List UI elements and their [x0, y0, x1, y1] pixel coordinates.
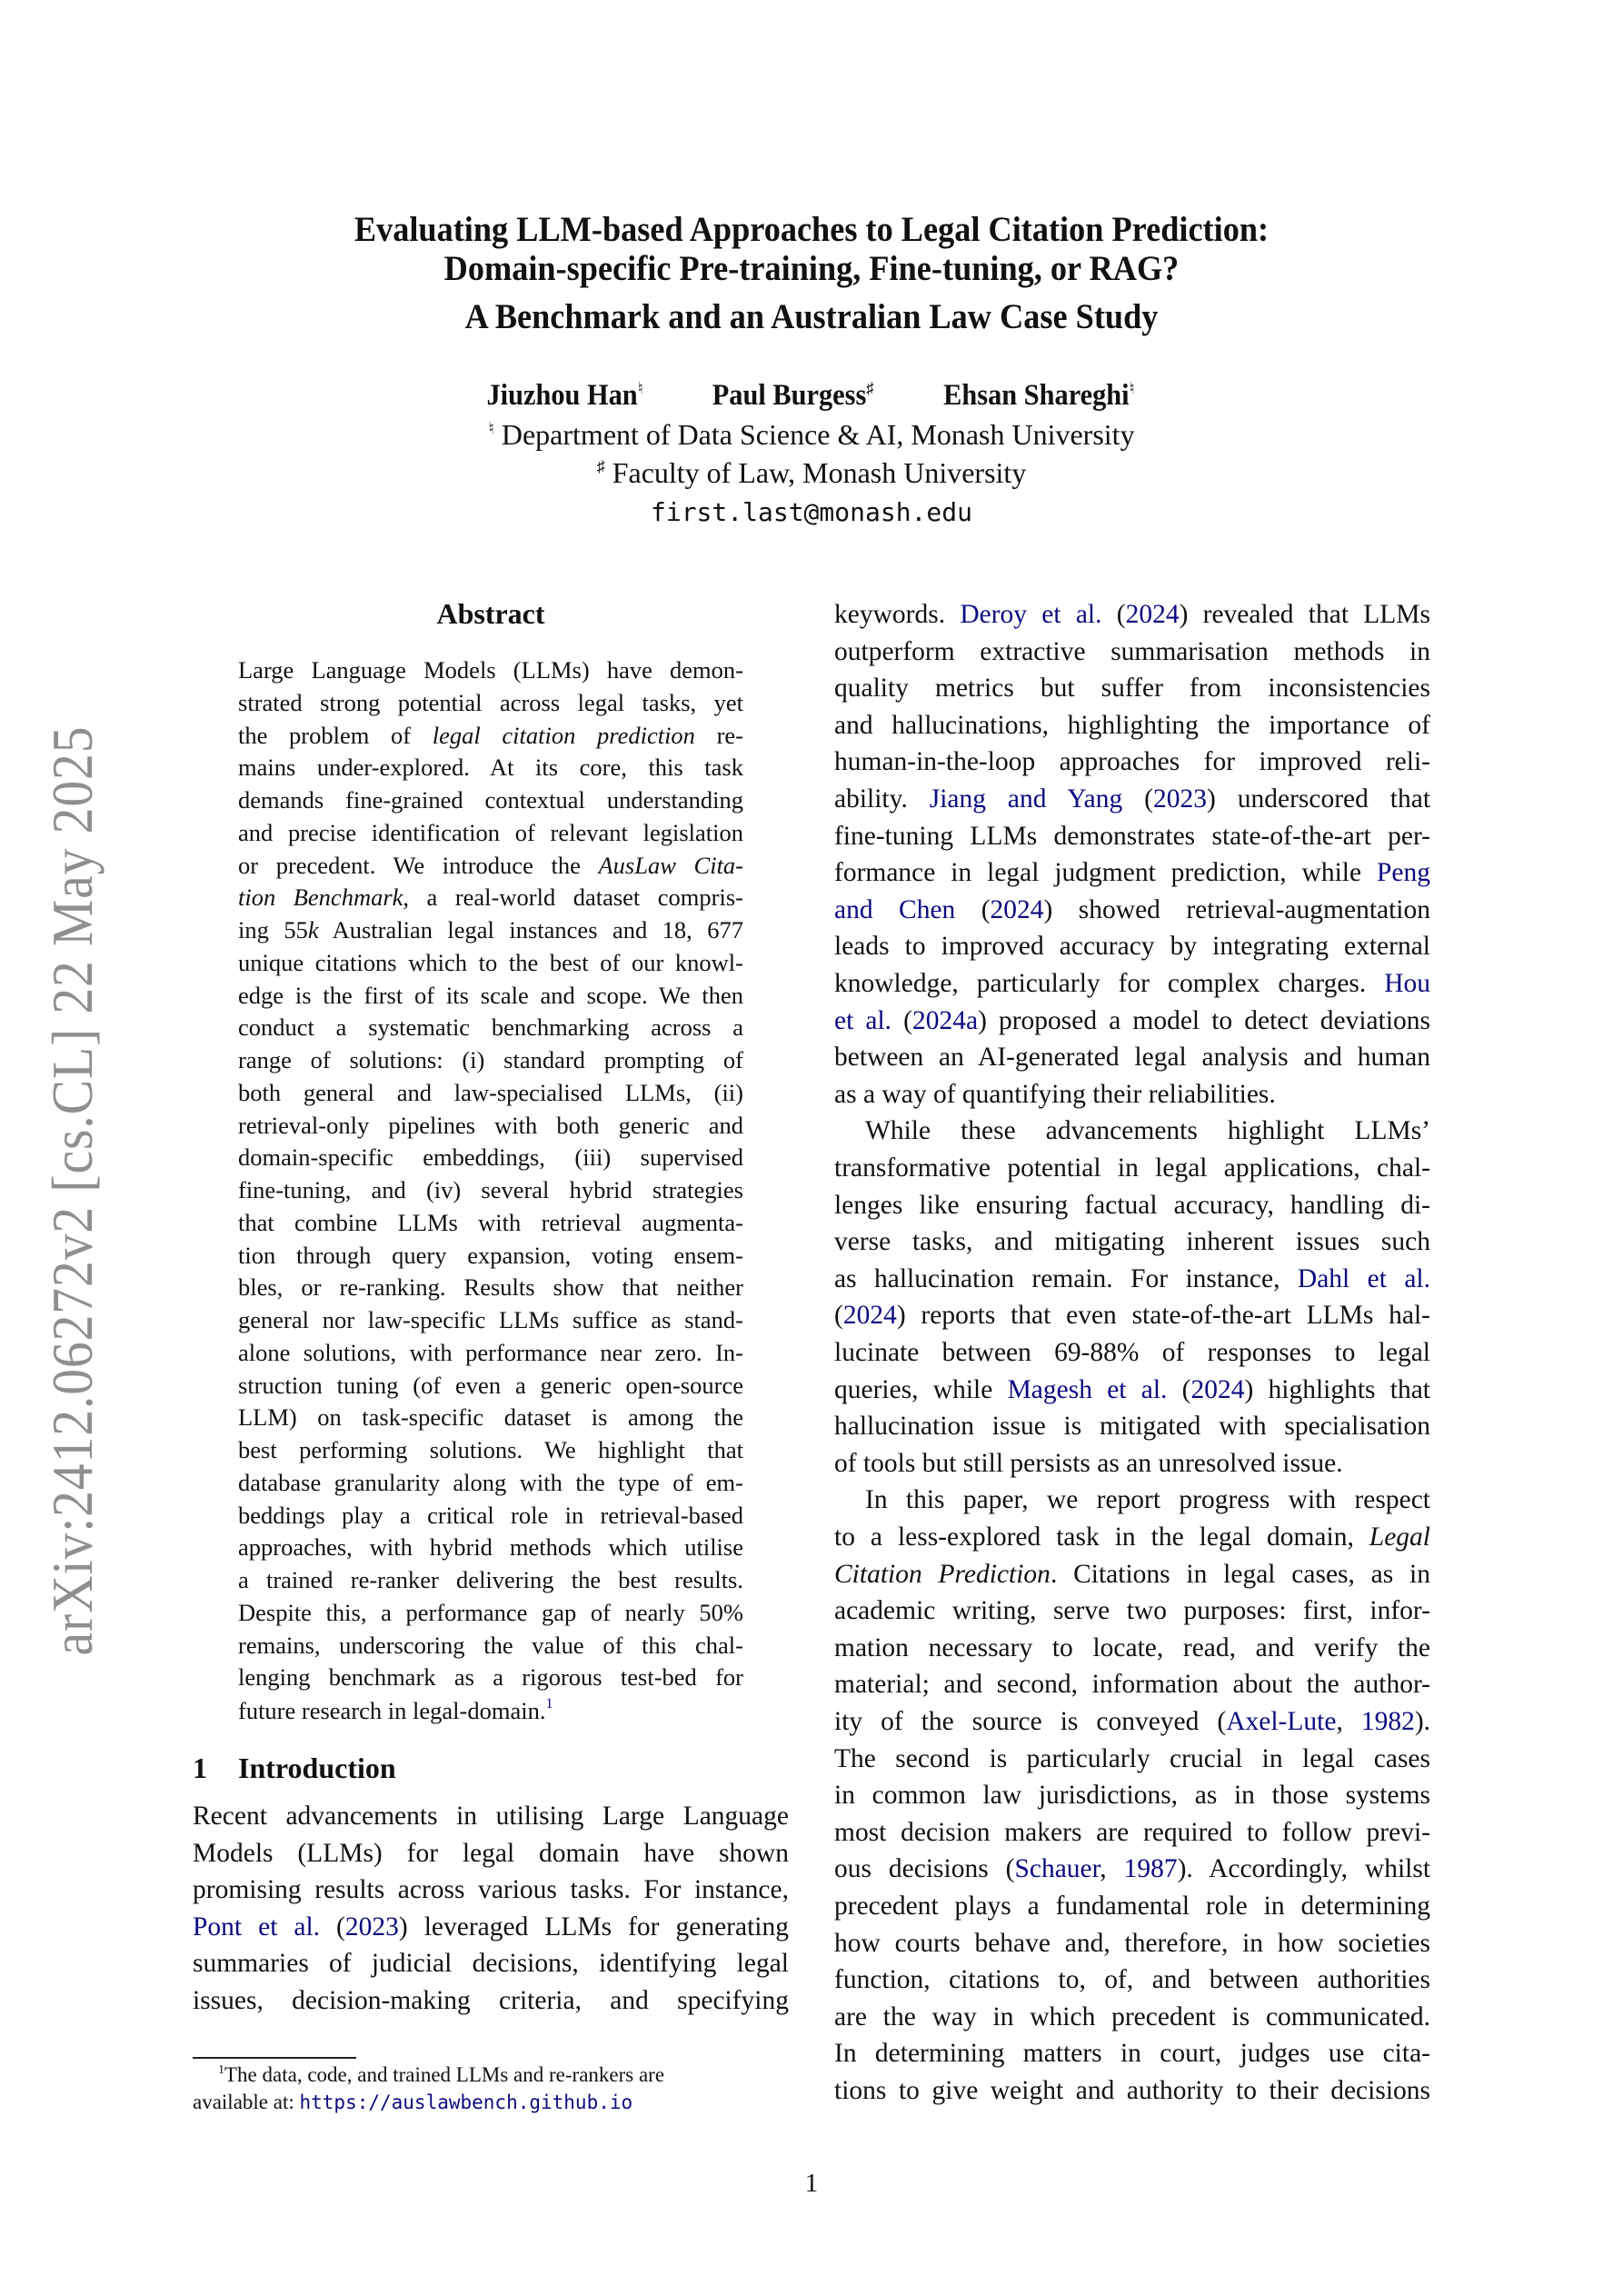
text-line [238, 1372, 743, 1400]
body-text: queries, while [834, 1374, 1008, 1404]
citation-link[interactable]: 2024a [911, 1005, 979, 1035]
text-line [834, 1264, 1430, 1294]
text-line [238, 689, 743, 717]
citation-link[interactable]: 1987 [1123, 1854, 1178, 1884]
body-text: of tools but still persists as an unresolved issue. [834, 1448, 1343, 1478]
citation-link[interactable]: 2024 [990, 894, 1044, 924]
body-text: material; and second, information about the author- [834, 1670, 1430, 1700]
body-text: ( [1167, 1374, 1191, 1404]
citation-link[interactable]: et al. [834, 1005, 892, 1035]
body-text: that combine LLMs with retrieval augmenta- [238, 1208, 743, 1236]
text-line [834, 1633, 1430, 1663]
body-text: fine-tuning, and (iv) several hybrid strategies [238, 1176, 743, 1203]
body-text: summaries of judicial decisions, identifying legal [193, 1949, 789, 1979]
body-text: Models (LLMs) for legal domain have shown [193, 1838, 789, 1868]
body-text: LLM) on task-specific dataset is among the [238, 1403, 743, 1432]
body-text: approaches, with hybrid methods which utilise [238, 1533, 743, 1562]
footnote-reference-link[interactable]: 1 [545, 1696, 553, 1712]
text-line [834, 1929, 1430, 1959]
author-name: Ehsan Shareghi [943, 379, 1130, 412]
text-line [238, 916, 743, 944]
body-text: to a less-explored task in the legal domain, [834, 1522, 1369, 1552]
body-text: general nor law-specific LLMs suffice as stand- [238, 1306, 743, 1333]
text-line [834, 1338, 1430, 1368]
body-text: ) leveraged LLMs for generating [398, 1912, 789, 1942]
citation-link[interactable]: 2023 [344, 1912, 399, 1942]
text-line [834, 1744, 1430, 1774]
body-text: ) underscored that [1207, 784, 1431, 814]
body-text: transformative potential in legal applications, chal- [834, 1153, 1430, 1183]
body-text: strated strong potential across legal tasks, yet [238, 688, 743, 716]
citation-link[interactable]: Axel-Lute [1226, 1707, 1337, 1736]
text-line [834, 1227, 1430, 1257]
text-line [238, 754, 743, 782]
body-text: ( [891, 1005, 912, 1035]
text-line [834, 1485, 1430, 1515]
body-text: range of solutions: (i) standard prompting of [238, 1046, 743, 1073]
body-text: in common law jurisdictions, as in those systems [834, 1781, 1430, 1811]
body-text: promising results across various tasks. For instance, [193, 1875, 789, 1905]
body-text: fine-tuning LLMs demonstrates state-of-the-art per- [834, 821, 1430, 851]
text-line [238, 722, 743, 750]
text-line [193, 1986, 789, 2016]
page-number: 1 [804, 2169, 819, 2198]
text-line [834, 2039, 1430, 2069]
body-text: human-in-the-loop approaches for improved reli- [834, 747, 1430, 777]
body-text: beddings play a critical role in retrieval-based [238, 1501, 743, 1529]
text-line [238, 1306, 743, 1334]
body-text: function, citations to, of, and between authorities [834, 1965, 1430, 1995]
body-text: Australian legal instances and 18, 677 [318, 916, 743, 943]
text-line [834, 1560, 1430, 1590]
arxiv-identifier-stamp [36, 709, 109, 1672]
citation-link[interactable]: 2023 [1153, 784, 1207, 814]
citation-link[interactable]: Pont et al. [193, 1912, 321, 1942]
text-line [238, 1436, 743, 1464]
text-line [834, 1080, 1430, 1110]
body-text: The second is particularly crucial in legal cases [834, 1743, 1430, 1773]
citation-link[interactable]: 1982 [1360, 1707, 1415, 1736]
author-name: Paul Burgess [712, 379, 866, 412]
body-text: lenges like ensuring factual accuracy, handling di- [834, 1190, 1430, 1220]
citation-link[interactable]: 2024 [1190, 1374, 1245, 1404]
footnote-text: The data, code, and trained LLMs and re-rankers are [224, 2063, 665, 2086]
text-line [238, 1663, 743, 1692]
body-text: . Citations in legal cases, as in [1050, 1559, 1430, 1589]
affiliation-2 [0, 456, 1623, 490]
text-line [238, 982, 743, 1010]
affiliation-1 [0, 418, 1623, 452]
text-line [834, 2002, 1430, 2032]
author-list [0, 379, 1623, 413]
text-line [238, 656, 743, 684]
text-line [834, 747, 1430, 777]
body-text: struction tuning (of even a generic open-source [238, 1371, 743, 1399]
body-text: ous decisions ( [834, 1854, 1015, 1884]
citation-link[interactable]: Magesh et al. [1007, 1374, 1168, 1404]
body-text: demands fine-grained contextual understanding [238, 786, 743, 814]
text-line [193, 1875, 789, 1905]
text-line [238, 949, 743, 977]
body-text: lucinate between 69-88% of responses to legal [834, 1338, 1430, 1367]
body-text: issues, decision-making criteria, and specifying [193, 1986, 789, 2015]
text-line [238, 1403, 743, 1432]
text-line [238, 1696, 743, 1725]
author [943, 379, 1134, 413]
text-line [834, 1522, 1430, 1552]
citation-link[interactable]: Jiang and Yang [929, 784, 1123, 814]
body-text: leads to improved accuracy by integrating external [834, 932, 1430, 962]
body-text: , [1336, 1707, 1361, 1736]
footnote-text: available at: [193, 2091, 300, 2113]
body-text: ) revealed that LLMs [1179, 600, 1431, 629]
text-line [834, 895, 1430, 925]
text-line [834, 1191, 1430, 1221]
author [487, 379, 643, 413]
body-text: how courts behave and, therefore, in how societies [834, 1928, 1430, 1958]
text-line [238, 1273, 743, 1302]
author-name: Jiuzhou Han [486, 379, 638, 412]
emphasis-text: legal citation prediction [432, 721, 695, 749]
text-line [834, 637, 1430, 667]
body-text: retrieval-only pipelines with both generic and [238, 1111, 743, 1139]
text-line [193, 1949, 789, 1979]
affiliation-mark: ♮ [488, 419, 494, 437]
body-text: While these advancements highlight LLMs’ [865, 1116, 1430, 1146]
affiliation-mark: ♮ [637, 379, 643, 397]
body-text: re- [694, 721, 744, 749]
body-text: ability. [834, 784, 930, 814]
footnote-line-2 [193, 2091, 632, 2114]
body-text: future research in legal-domain. [238, 1697, 546, 1724]
body-text: ) proposed a model to detect deviations [978, 1005, 1430, 1035]
body-text: best performing solutions. We highlight that [238, 1436, 743, 1463]
body-text: verse tasks, and mitigating inherent issues such [834, 1227, 1430, 1257]
body-text: keywords. [834, 600, 961, 629]
text-line [834, 822, 1430, 852]
body-text: ). [1414, 1707, 1431, 1736]
author [712, 379, 873, 413]
body-text: bles, or re-ranking. Results show that neither [238, 1273, 743, 1302]
body-text: quality metrics but suffer from inconsistencies [834, 674, 1430, 704]
body-text: alone solutions, with performance near zero. In- [238, 1338, 743, 1366]
text-line [238, 883, 743, 912]
text-line [834, 1854, 1430, 1884]
body-text: ) showed retrieval-augmentation [1043, 894, 1430, 924]
body-text: edge is the first of its scale and scope. We then [238, 981, 743, 1009]
text-line [834, 1153, 1430, 1183]
text-line [834, 1116, 1430, 1146]
body-text: mation necessary to locate, read, and verify the [834, 1632, 1430, 1662]
text-line [834, 1596, 1430, 1626]
body-text: ( [320, 1912, 345, 1942]
footnote-url-link[interactable]: https://auslawbench.github.io [299, 2091, 633, 2113]
text-line [834, 1412, 1430, 1442]
citation-link[interactable]: 2024 [1125, 600, 1180, 629]
text-line [834, 1006, 1430, 1036]
citation-link[interactable]: 2024 [842, 1301, 897, 1331]
body-text: precedent plays a fundamental role in determining [834, 1892, 1430, 1921]
body-text: Despite this, a performance gap of nearly 50% [238, 1598, 743, 1626]
body-text: are the way in which precedent is communicated. [834, 2002, 1430, 2031]
body-text: ity of the source is conveyed ( [834, 1707, 1227, 1736]
affiliation-mark: ♯ [865, 379, 874, 397]
body-text: and precise identification of relevant legislation [238, 818, 743, 846]
body-text: ) reports that even state-of-the-art LLMs hal- [896, 1301, 1430, 1331]
section-heading-introduction [193, 1752, 396, 1785]
body-text: both general and law-specialised LLMs, (ii) [238, 1078, 743, 1106]
text-line [834, 969, 1430, 999]
text-line [238, 852, 743, 880]
body-text: between an AI-generated legal analysis and human [834, 1043, 1430, 1073]
text-line [834, 858, 1430, 888]
text-line [834, 711, 1430, 741]
text-line [834, 2076, 1430, 2106]
text-line [238, 819, 743, 847]
text-line [834, 1892, 1430, 1922]
body-text: outperform extractive summarisation methods in [834, 636, 1430, 666]
footnote-line-1 [218, 2063, 664, 2087]
section-title: Introduction [238, 1752, 396, 1784]
abstract-heading: Abstract [436, 597, 545, 630]
body-text: knowledge, particularly for complex charges. [834, 969, 1385, 998]
text-line [834, 1301, 1430, 1331]
citation-link[interactable]: Deroy et al. [960, 600, 1102, 629]
body-text: ) highlights that [1244, 1374, 1431, 1404]
text-line [238, 1632, 743, 1660]
body-text: remains, underscoring the value of this chal- [238, 1631, 743, 1659]
citation-link[interactable]: Schauer [1014, 1854, 1100, 1884]
text-line [238, 1242, 743, 1270]
text-line [238, 1469, 743, 1497]
body-text: most decision makers are required to follow previ- [834, 1817, 1430, 1847]
emphasis-text: k [307, 916, 319, 943]
body-text: mains under-explored. At its core, this task [238, 754, 743, 782]
text-line [238, 1046, 743, 1074]
citation-link[interactable]: Peng [1377, 858, 1430, 888]
paper-title-line-1: Evaluating LLM-based Approaches to Legal Citation Prediction: [353, 210, 1270, 249]
body-text: database granularity along with the type of em- [238, 1468, 743, 1496]
body-text: Large Language Models (LLMs) have demon- [238, 656, 743, 684]
emphasis-text: Legal [1369, 1522, 1430, 1552]
body-text: domain-specific embeddings, (iii) supervised [238, 1143, 743, 1172]
body-text: tion through query expansion, voting ensem- [238, 1241, 743, 1269]
body-text: ( [1122, 784, 1153, 814]
text-line [834, 1449, 1430, 1479]
arxiv-stamp-text: arXiv:2412.06272v2 [cs.CL] 22 May 2025 [40, 725, 105, 1656]
text-line [834, 1965, 1430, 1995]
body-text: , [1100, 1854, 1124, 1884]
affiliation-mark: ♮ [1129, 379, 1135, 397]
body-text: , a real-world dataset compris- [403, 883, 743, 912]
paper-title-line-3: A Benchmark and an Australian Law Case Study [464, 297, 1159, 336]
text-line [834, 1781, 1430, 1811]
affiliation-text: Faculty of Law, Monash University [612, 456, 1027, 489]
emphasis-text: tion Benchmark [238, 883, 403, 912]
text-line [238, 1143, 743, 1172]
body-text: ing 55 [238, 916, 308, 943]
body-text: unique citations which to the best of our knowl- [238, 948, 743, 976]
body-text: conduct a systematic benchmarking across a [238, 1013, 743, 1042]
body-text: hallucination issue is mitigated with specialisation [834, 1412, 1430, 1442]
body-text: formance in legal judgment prediction, while [834, 858, 1377, 888]
text-line [834, 1043, 1430, 1073]
body-text: In this paper, we report progress with respect [865, 1485, 1430, 1515]
text-line [834, 784, 1430, 814]
body-text: the problem of [238, 721, 433, 749]
body-text: ). Accordingly, whilst [1177, 1854, 1431, 1884]
section-number: 1 [193, 1752, 207, 1784]
body-text: and hallucinations, highlighting the importance of [834, 710, 1430, 740]
body-text: or precedent. We introduce the [238, 851, 599, 879]
text-line [834, 1707, 1430, 1737]
text-line [238, 1079, 743, 1107]
text-line [238, 1176, 743, 1204]
text-line [834, 600, 1430, 630]
footnote-mark: 1 [218, 2063, 224, 2077]
text-line [193, 1839, 789, 1869]
body-text: academic writing, serve two purposes: first, infor- [834, 1596, 1430, 1626]
text-line [238, 1112, 743, 1140]
text-line [238, 1013, 743, 1042]
body-text: ( [1101, 600, 1126, 629]
text-line [834, 1375, 1430, 1405]
affiliation-text: Department of Data Science & AI, Monash University [501, 418, 1135, 451]
contact-email: first.last@monash.edu [650, 497, 972, 527]
affiliation-mark: ♯ [596, 457, 605, 475]
text-line [238, 1533, 743, 1562]
emphasis-text: AusLaw Cita- [598, 851, 744, 879]
body-text: ( [834, 1301, 843, 1331]
body-text: lenging benchmark as a rigorous test-bed for [238, 1663, 743, 1692]
body-text: Recent advancements in utilising Large Language [193, 1802, 789, 1831]
text-line [834, 932, 1430, 962]
text-line [238, 1339, 743, 1367]
body-text: ( [955, 894, 991, 924]
text-line [238, 1502, 743, 1530]
body-text: as a way of quantifying their reliabilities. [834, 1079, 1276, 1109]
text-line [238, 786, 743, 814]
text-line [238, 1599, 743, 1627]
citation-link[interactable]: Dahl et al. [1297, 1263, 1430, 1293]
text-line [834, 1670, 1430, 1700]
body-text: as hallucination remain. For instance, [834, 1263, 1298, 1293]
text-line [238, 1209, 743, 1237]
footnote-rule [193, 2057, 356, 2059]
text-line [193, 1912, 789, 1942]
emphasis-text: Citation Prediction [834, 1559, 1050, 1589]
body-text: tions to give weight and authority to their decisions [834, 2076, 1430, 2105]
citation-link[interactable]: Hou [1384, 969, 1430, 998]
text-line [834, 1818, 1430, 1848]
paper-title-line-2: Domain-specific Pre-training, Fine-tuning, or RAG? [443, 249, 1180, 288]
text-line [834, 674, 1430, 704]
text-line [193, 1802, 789, 1832]
citation-link[interactable]: and Chen [834, 894, 956, 924]
text-line [238, 1566, 743, 1594]
body-text: a trained re-ranker delivering the best results. [238, 1566, 743, 1593]
body-text: In determining matters in court, judges use cita- [834, 2039, 1430, 2069]
